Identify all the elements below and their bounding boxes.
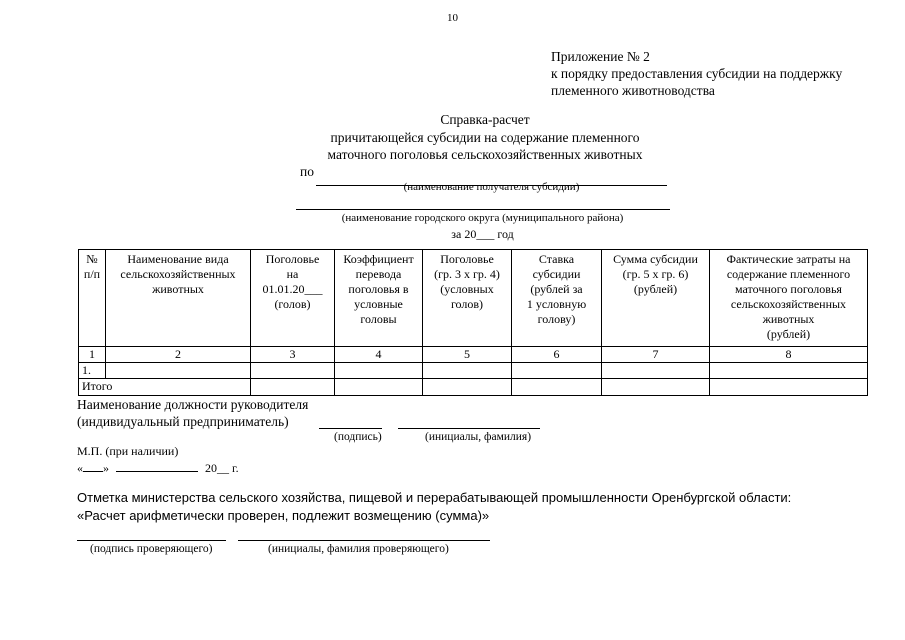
title-line-3: маточного поголовья сельскохозяйственных животных: [327, 147, 643, 162]
column-number-row: [79, 347, 868, 363]
ministry-verified: «Расчет арифметически проверен, подлежит возмещению (сумма)»: [77, 508, 490, 523]
total-cell[interactable]: [602, 379, 710, 396]
header-line: Поголовье: [265, 252, 320, 266]
header-line: перевода: [355, 267, 402, 281]
position-line-2: (индивидуальный предприниматель): [77, 414, 289, 429]
total-cell[interactable]: [423, 379, 512, 396]
table-cell[interactable]: [710, 363, 868, 379]
checker-initials-caption: (инициалы, фамилия проверяющего): [268, 543, 449, 555]
initials-caption: (инициалы, фамилия): [425, 431, 532, 443]
header-line: Ставка: [538, 252, 575, 266]
header-line: субсидии: [532, 267, 581, 281]
document-title: [250, 111, 720, 164]
total-cell[interactable]: [251, 379, 335, 396]
header-col-3: [251, 250, 335, 347]
date-day-field[interactable]: [83, 460, 103, 472]
recipient-caption: (наименование получателя субсидии): [403, 181, 580, 193]
header-col-7: [602, 250, 710, 347]
header-line: поголовья в: [348, 282, 409, 296]
header-line: сельскохозяйственных: [730, 297, 847, 311]
table-cell[interactable]: [106, 363, 251, 379]
table-row: [79, 363, 868, 379]
header-col-5: [423, 250, 512, 347]
page-number: 10: [447, 12, 458, 24]
date-open-quote: «: [77, 461, 83, 475]
header-line: Коэффициент: [343, 252, 414, 266]
header-line: (условных: [440, 282, 494, 296]
column-number: 5: [423, 347, 512, 363]
column-number: 4: [335, 347, 423, 363]
subsidy-table: [78, 249, 868, 396]
header-line: Поголовье: [440, 252, 494, 266]
position-line-1: Наименование должности руководителя: [77, 397, 309, 412]
header-line: головы: [360, 312, 397, 326]
signature-caption: (подпись): [334, 431, 382, 443]
initials-field[interactable]: [398, 428, 540, 429]
header-line: (гр. 3 х гр. 4): [434, 267, 500, 281]
header-line: сельскохозяйственных: [120, 267, 236, 281]
header-col-4: [335, 250, 423, 347]
checker-signature-field[interactable]: [77, 540, 226, 541]
table-cell[interactable]: [335, 363, 423, 379]
header-line: Сумма субсидии: [613, 252, 698, 266]
column-number: 8: [710, 347, 868, 363]
column-number: 2: [106, 347, 251, 363]
header-line: №: [86, 252, 98, 266]
annex-line-1: Приложение № 2: [551, 49, 650, 64]
table-cell[interactable]: [512, 363, 602, 379]
row-number: 1.: [79, 363, 106, 379]
header-line: (рублей): [766, 327, 811, 341]
title-line-1: Справка-расчет: [440, 112, 530, 127]
column-number: 3: [251, 347, 335, 363]
header-line: (рублей за: [530, 282, 583, 296]
table-cell[interactable]: [602, 363, 710, 379]
header-line: голов): [450, 297, 484, 311]
header-line: 1 условную: [526, 297, 587, 311]
column-number: 7: [602, 347, 710, 363]
header-line: (рублей): [633, 282, 678, 296]
annex-line-3: племенного животноводства: [551, 83, 715, 98]
header-line: Фактические затраты на: [726, 252, 851, 266]
district-field[interactable]: [296, 209, 670, 210]
total-cell[interactable]: [512, 379, 602, 396]
date-line: [77, 460, 239, 476]
header-line: на: [286, 267, 299, 281]
recipient-prefix: по: [300, 164, 314, 179]
checker-initials-field[interactable]: [238, 540, 490, 541]
date-month-field[interactable]: [116, 460, 198, 472]
header-col-6: [512, 250, 602, 347]
total-cell[interactable]: [710, 379, 868, 396]
header-line: маточного поголовья: [735, 282, 842, 296]
header-line: п/п: [83, 267, 101, 281]
title-line-2: причитающейся субсидии на содержание племенного: [330, 129, 640, 145]
header-line: содержание племенного: [726, 267, 851, 281]
total-row: [79, 379, 868, 396]
table-header-row: [79, 250, 868, 347]
checker-signature-caption: (подпись проверяющего): [90, 543, 213, 555]
annex-block: [551, 48, 842, 99]
signature-field[interactable]: [319, 428, 382, 429]
column-number: 1: [79, 347, 106, 363]
total-cell[interactable]: [335, 379, 423, 396]
district-caption: (наименование городского округа (муниципального района): [341, 212, 624, 224]
annex-line-2: к порядку предоставления субсидии на поддержку: [551, 66, 843, 81]
header-col-8: [710, 250, 868, 347]
ministry-mark: Отметка министерства сельского хозяйства, пищевой и перерабатывающей промышленности Оренбургской области:: [77, 490, 792, 505]
header-line: голову): [537, 312, 576, 326]
header-line: (гр. 5 х гр. 6): [622, 267, 689, 281]
table-cell[interactable]: [423, 363, 512, 379]
table-cell[interactable]: [251, 363, 335, 379]
stamp-label: М.П. (при наличии): [77, 444, 179, 458]
header-col-1: [79, 250, 106, 347]
date-year: 20__ г.: [205, 461, 239, 475]
year-line: за 20___ год: [451, 227, 514, 241]
total-label: Итого: [79, 379, 251, 396]
header-line: (голов): [274, 297, 311, 311]
header-line: животных: [762, 312, 815, 326]
header-col-2: [106, 250, 251, 347]
column-number: 6: [512, 347, 602, 363]
header-line: 01.01.20___: [262, 282, 323, 296]
date-close-quote: »: [103, 461, 109, 475]
header-line: животных: [152, 282, 204, 296]
header-line: Наименование вида: [127, 252, 229, 266]
header-line: условные: [354, 297, 403, 311]
